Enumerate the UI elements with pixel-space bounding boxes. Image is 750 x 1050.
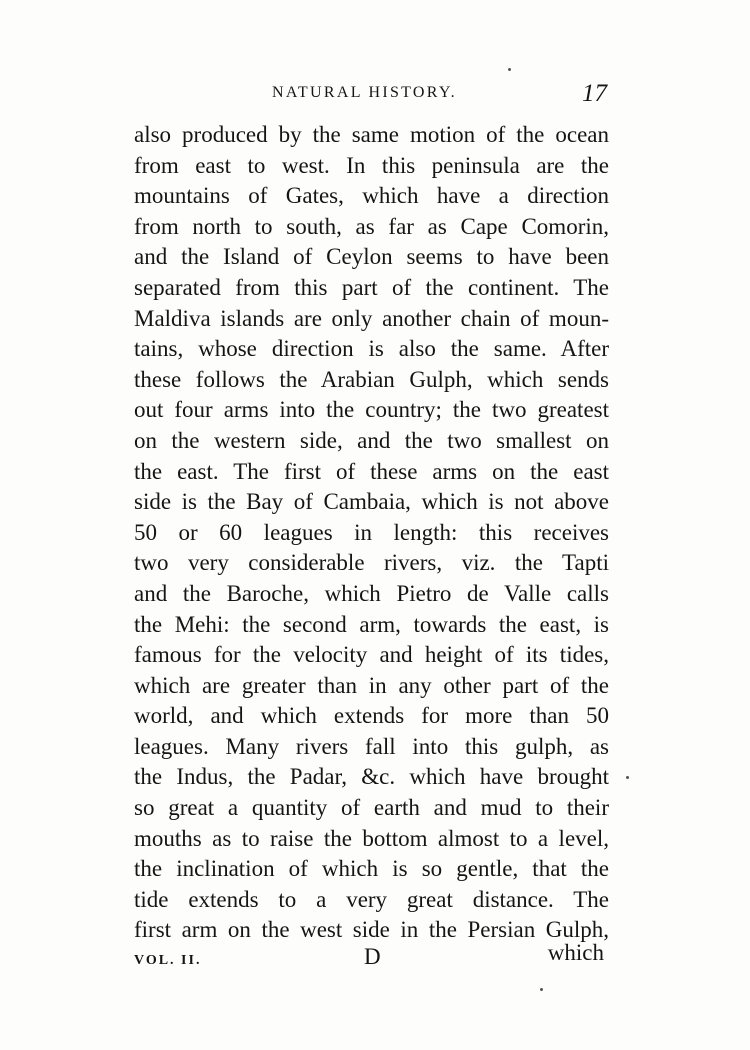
text-line: the east. The first of these arms on the east [134,458,609,484]
text-line: out four arms into the country; the two greatest [134,397,609,423]
text-line: mountains of Gates, which have a direction [134,183,609,209]
text-line: which are greater than in any other part of the [134,672,609,698]
catchword: which [547,940,604,965]
text-line: Maldiva islands are only another chain of moun- [134,305,609,331]
text-line: so great a quantity of earth and mud to their [134,795,609,821]
text-line: first arm on the west side in the Persian Gulph, [134,917,609,943]
page-number: 17 [582,80,607,107]
text-line: from north to south, as far as Cape Comorin, [134,213,609,239]
volume-mark: VOL. II. [134,953,202,968]
text-line: these follows the Arabian Gulph, which sends [134,366,609,392]
text-line: mouths as to raise the bottom almost to a level, [134,825,609,851]
text-line: also produced by the same motion of the ocean [134,122,609,147]
text-line: the inclination of which is so gentle, that the [134,856,609,882]
text-line: two very considerable rivers, viz. the Tapti [134,550,609,576]
text-line: separated from this part of the continent. The [134,274,609,300]
running-head [272,80,607,110]
text-line: 50 or 60 leagues in length: this receives [134,519,609,545]
running-title: NATURAL HISTORY. [272,84,457,101]
body-text [134,120,609,946]
text-line: tains, whose direction is also the same. After [134,336,609,362]
ink-speck [508,68,511,71]
text-line: world, and which extends for more than 50 [134,703,609,729]
text-line: side is the Bay of Cambaia, which is not above [134,489,609,515]
text-line: on the western side, and the two smallest on [134,427,609,453]
text-line: the Mehi: the second arm, towards the east, is [134,611,609,637]
text-line: from east to west. In this peninsula are the [134,152,609,178]
ink-speck [540,988,543,991]
page-footer [134,940,604,974]
text-line: leagues. Many rivers fall into this gulph, as [134,733,609,759]
text-line: and the Baroche, which Pietro de Valle calls [134,580,609,606]
text-line: tide extends to a very great distance. The [134,886,609,912]
text-line: famous for the velocity and height of its tides, [134,642,609,668]
text-line: and the Island of Ceylon seems to have been [134,244,609,270]
text-line: the Indus, the Padar, &c. which have brought [134,764,609,790]
signature-mark: D [364,944,381,969]
ink-speck [626,776,629,779]
